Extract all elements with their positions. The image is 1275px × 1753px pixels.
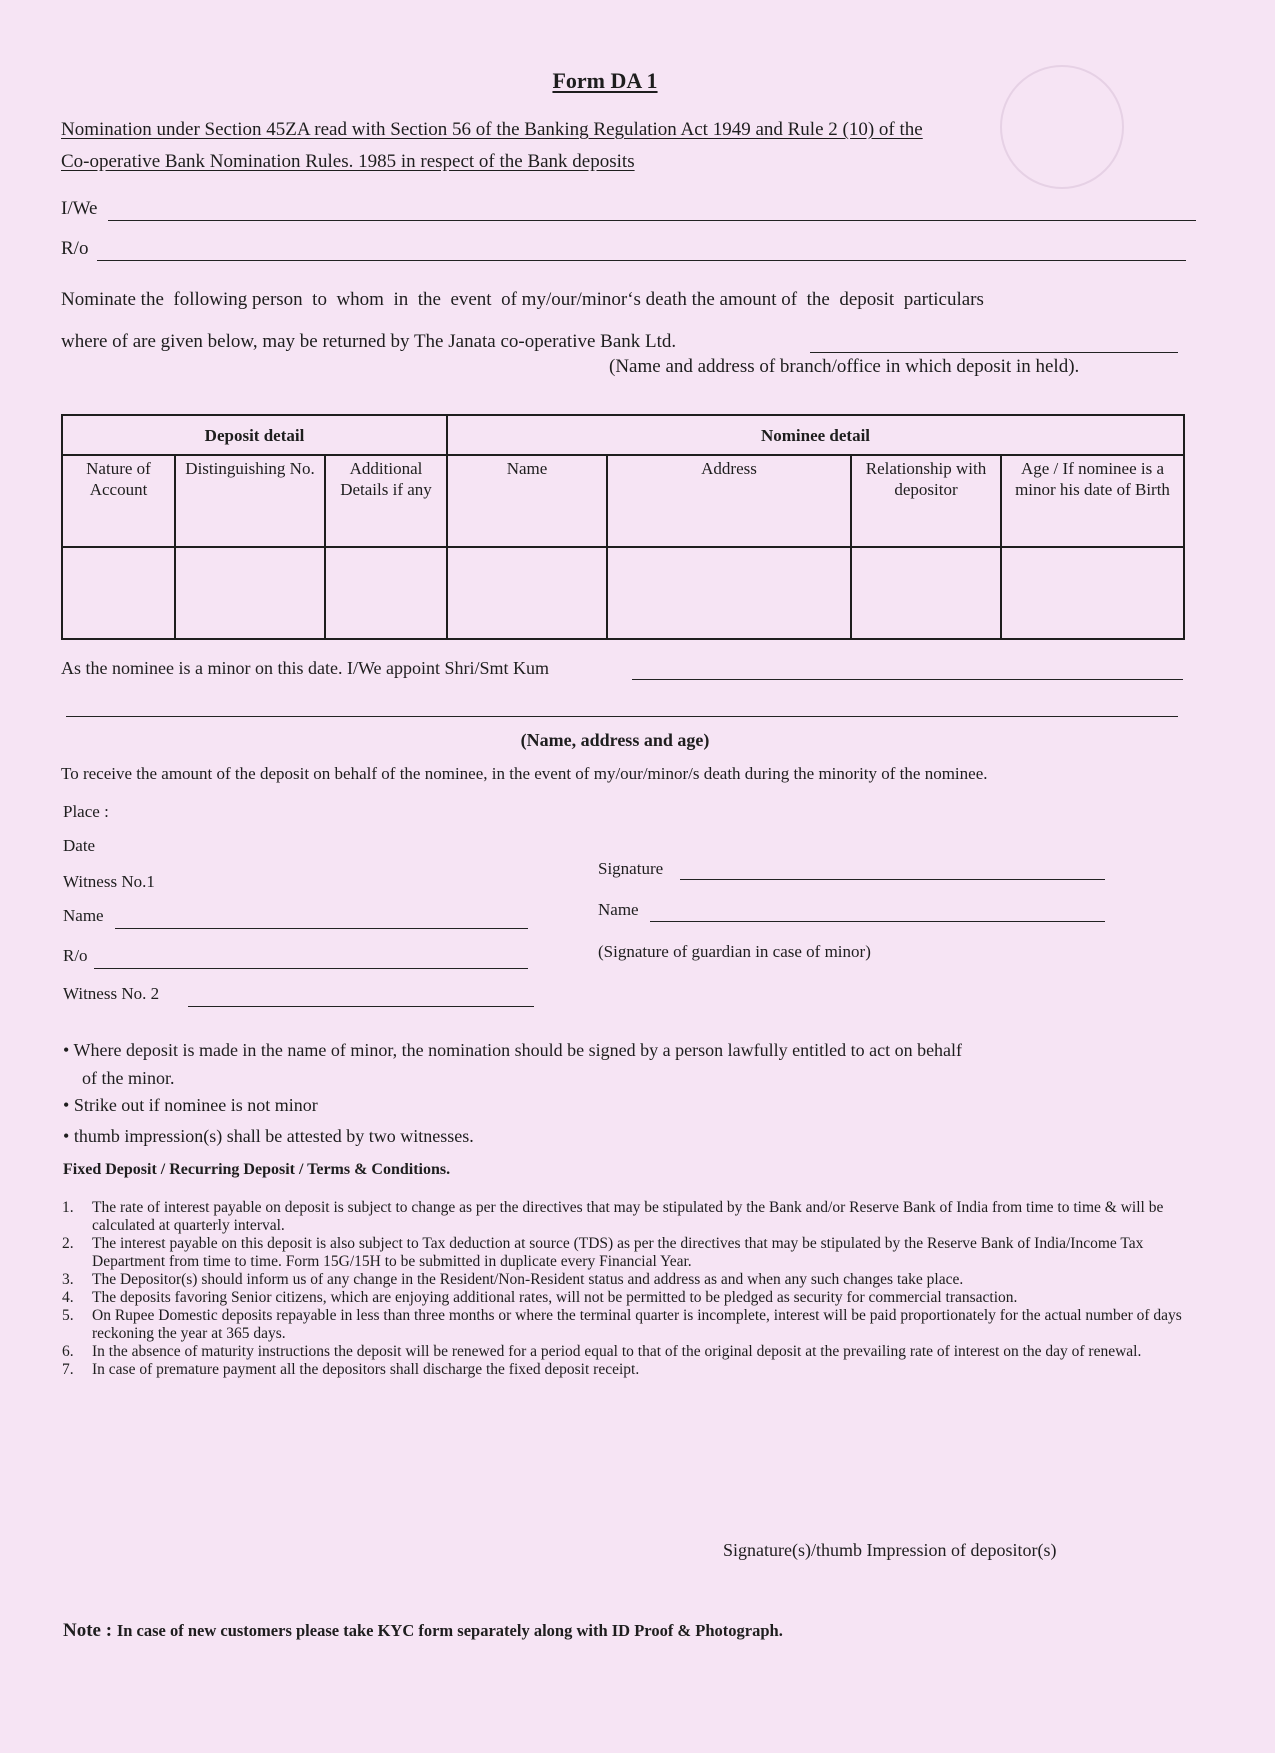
terms-list: [62, 1199, 1192, 1379]
cell-age-dob[interactable]: [1001, 547, 1184, 639]
iwe-label: I/We: [61, 198, 98, 219]
kyc-note: Note : In case of new customers please take KYC form separately along with ID Proof & Photograph.: [63, 1620, 783, 1641]
witness1-label: Witness No.1: [63, 872, 155, 891]
terms-item: 6. In the absence of maturity instructions the deposit will be renewed for a period equal to that of the original deposit at the prevailing rate of interest on the day of renewal.: [62, 1343, 1142, 1360]
form-subtitle-line2: Co-operative Bank Nomination Rules. 1985 in respect of the Bank deposits: [61, 151, 635, 172]
cell-nature-of-account[interactable]: [62, 547, 175, 639]
witness1-name-field[interactable]: [115, 928, 528, 929]
cell-nominee-name[interactable]: [447, 547, 607, 639]
column-header-additional-details: Additional Details if any: [325, 455, 447, 547]
terms-item: 7. In case of premature payment all the depositors shall discharge the fixed deposit receipt.: [62, 1361, 640, 1378]
witness1-name-label: Name: [63, 906, 104, 925]
minor-appoint-text: As the nominee is a minor on this date. I/We appoint Shri/Smt Kum: [61, 658, 549, 678]
witness1-ro-field[interactable]: [94, 968, 528, 969]
nomination-table: [61, 414, 1185, 640]
nominate-text-line2: where of are given below, may be returned by The Janata co-operative Bank Ltd.: [61, 331, 677, 352]
cell-relationship[interactable]: [851, 547, 1001, 639]
witness2-label: Witness No. 2: [63, 984, 160, 1003]
note-bullet-1-cont: of the minor.: [82, 1068, 175, 1088]
form-subtitle-line1: Nomination under Section 45ZA read with Section 56 of the Banking Regulation Act 1949 and Rule 2 (10) of the: [61, 119, 923, 140]
branch-note: (Name and address of branch/office in which deposit in held).: [609, 356, 1080, 377]
column-header-name: Name: [447, 455, 607, 547]
column-header-age-dob: Age / If nominee is a minor his date of Birth: [1001, 455, 1184, 547]
note-bullet-1: • Where deposit is made in the name of minor, the nomination should be signed by a person lawfully entitled to act on behalf: [63, 1040, 963, 1060]
place-label: Place :: [63, 802, 109, 821]
branch-field[interactable]: [810, 352, 1178, 353]
signature-field[interactable]: [680, 879, 1105, 880]
terms-item: 5. On Rupee Domestic deposits repayable in less than three months or where the terminal quarter is incomplete, interest will be paid proportionately for the actual number of days reckoning the year at 365 days.: [62, 1307, 1182, 1342]
terms-item: 3. The Depositor(s) should inform us of any change in the Resident/Non-Resident status and address as and when any such changes take place.: [62, 1271, 964, 1288]
iwe-field[interactable]: [108, 220, 1196, 221]
depositor-signature-caption: Signature(s)/thumb Impression of depositor(s): [723, 1540, 1057, 1560]
cell-distinguishing-no[interactable]: [175, 547, 325, 639]
signature-name-field[interactable]: [650, 921, 1105, 922]
column-header-distinguishing-no: Distinguishing No.: [175, 455, 325, 547]
nominate-text-line1: Nominate the following person to whom in the event of my/our/minor‘s death the amount of the deposit particulars: [61, 289, 984, 310]
signature-name-label: Name: [598, 900, 639, 919]
column-header-address: Address: [607, 455, 851, 547]
guardian-name-field[interactable]: [632, 679, 1183, 680]
witness2-field[interactable]: [188, 1006, 534, 1007]
cell-additional-details[interactable]: [325, 547, 447, 639]
note-bullet-2: • Strike out if nominee is not minor: [63, 1095, 318, 1115]
witness1-ro-label: R/o: [63, 946, 88, 965]
column-header-relationship: Relationship with depositor: [851, 455, 1001, 547]
guardian-address-field[interactable]: [66, 716, 1178, 717]
name-address-age-caption: (Name, address and age): [520, 730, 710, 750]
signature-label: Signature: [598, 859, 664, 878]
deposit-detail-header: Deposit detail: [62, 415, 447, 455]
ro-label: R/o: [61, 238, 89, 259]
cell-nominee-address[interactable]: [607, 547, 851, 639]
terms-item: 4. The deposits favoring Senior citizens, which are enjoying additional rates, will not be permitted to be pledged as security for commercial transaction.: [62, 1289, 1018, 1306]
terms-item: 1. The rate of interest payable on deposit is subject to change as per the directives that may be stipulated by the Bank and/or Reserve Bank of India from time to time & will be calculated at quarterly interval.: [62, 1199, 1164, 1234]
terms-item: 2. The interest payable on this deposit is also subject to Tax deduction at source (TDS) as per the directives that may be stipulated by the Reserve Bank of India/Income Tax Department from time to time. Form 15G/15H to be submitted in duplicate every Financial Year.: [62, 1235, 1144, 1270]
receive-amount-text: To receive the amount of the deposit on behalf of the nominee, in the event of my/our/minor/s death during the minority of the nominee.: [61, 764, 988, 783]
note-bullet-3: • thumb impression(s) shall be attested by two witnesses.: [63, 1126, 474, 1146]
guardian-signature-caption: (Signature of guardian in case of minor): [598, 942, 871, 961]
date-label: Date: [63, 836, 96, 855]
form-title: Form DA 1: [552, 68, 658, 93]
column-header-nature-of-account: Nature of Account: [62, 455, 175, 547]
nominee-detail-header: Nominee detail: [447, 415, 1184, 455]
ro-field[interactable]: [97, 260, 1186, 261]
terms-heading: Fixed Deposit / Recurring Deposit / Terms & Conditions.: [63, 1161, 451, 1178]
